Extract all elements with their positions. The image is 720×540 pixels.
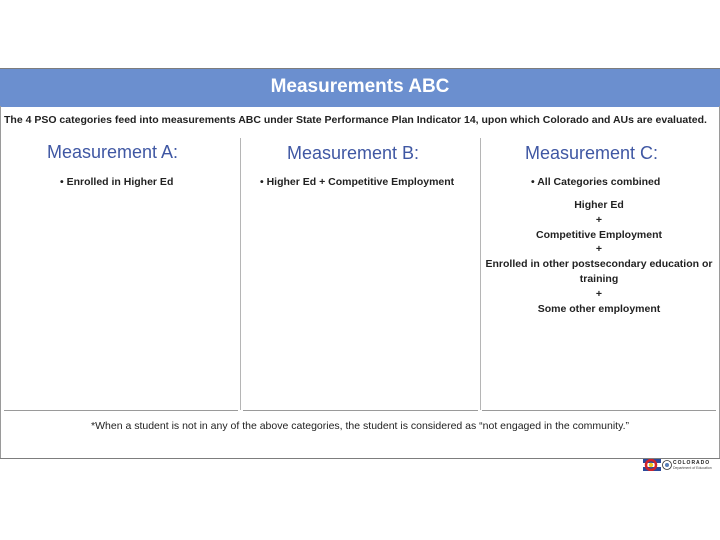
combo-line: Competitive Employment bbox=[535, 228, 663, 241]
combo-line: training bbox=[579, 272, 619, 285]
slide-title: Measurements ABC bbox=[270, 76, 450, 97]
measurement-b-heading: Measurement B: bbox=[287, 143, 420, 163]
measurement-c-bullet: • All Categories combined bbox=[531, 176, 661, 188]
combo-plus: + bbox=[595, 243, 603, 256]
combo-plus: + bbox=[595, 287, 603, 300]
combo-line: Some other employment bbox=[537, 302, 661, 315]
title-bar bbox=[0, 68, 720, 107]
column-underline bbox=[482, 410, 716, 411]
colorado-c-icon bbox=[643, 459, 661, 471]
combo-line: Enrolled in other postsecondary education or bbox=[485, 258, 713, 271]
measurement-b-bullet: • Higher Ed + Competitive Employment bbox=[260, 176, 455, 188]
measurement-a-column bbox=[4, 138, 238, 410]
footnote: *When a student is not in any of the above categories, the student is considered as “not engaged in the community.” bbox=[91, 420, 629, 432]
intro-text: The 4 PSO categories feed into measurements ABC under State Performance Plan Indicator 14, upon which Colorado and AUs are evaluated. bbox=[4, 114, 707, 126]
measurement-a-bullet: • Enrolled in Higher Ed bbox=[60, 176, 174, 188]
seal-icon bbox=[662, 460, 672, 470]
measurement-b-column bbox=[243, 138, 478, 410]
logo-wordmark: COLORADO bbox=[673, 460, 711, 466]
colorado-logo bbox=[643, 459, 719, 471]
footer-divider bbox=[0, 458, 720, 459]
measurement-c-combination bbox=[482, 198, 716, 316]
column-underline bbox=[243, 410, 478, 411]
logo-subtitle: Department of Education bbox=[673, 466, 712, 470]
column-divider bbox=[480, 138, 481, 410]
measurement-c-heading: Measurement C: bbox=[525, 143, 659, 163]
slide bbox=[0, 68, 720, 472]
measurement-c-column bbox=[482, 138, 716, 410]
column-divider bbox=[240, 138, 241, 410]
combo-plus: + bbox=[595, 213, 603, 226]
column-underline bbox=[4, 410, 238, 411]
combo-line: Higher Ed bbox=[574, 199, 624, 211]
measurement-a-heading: Measurement A: bbox=[47, 142, 179, 162]
